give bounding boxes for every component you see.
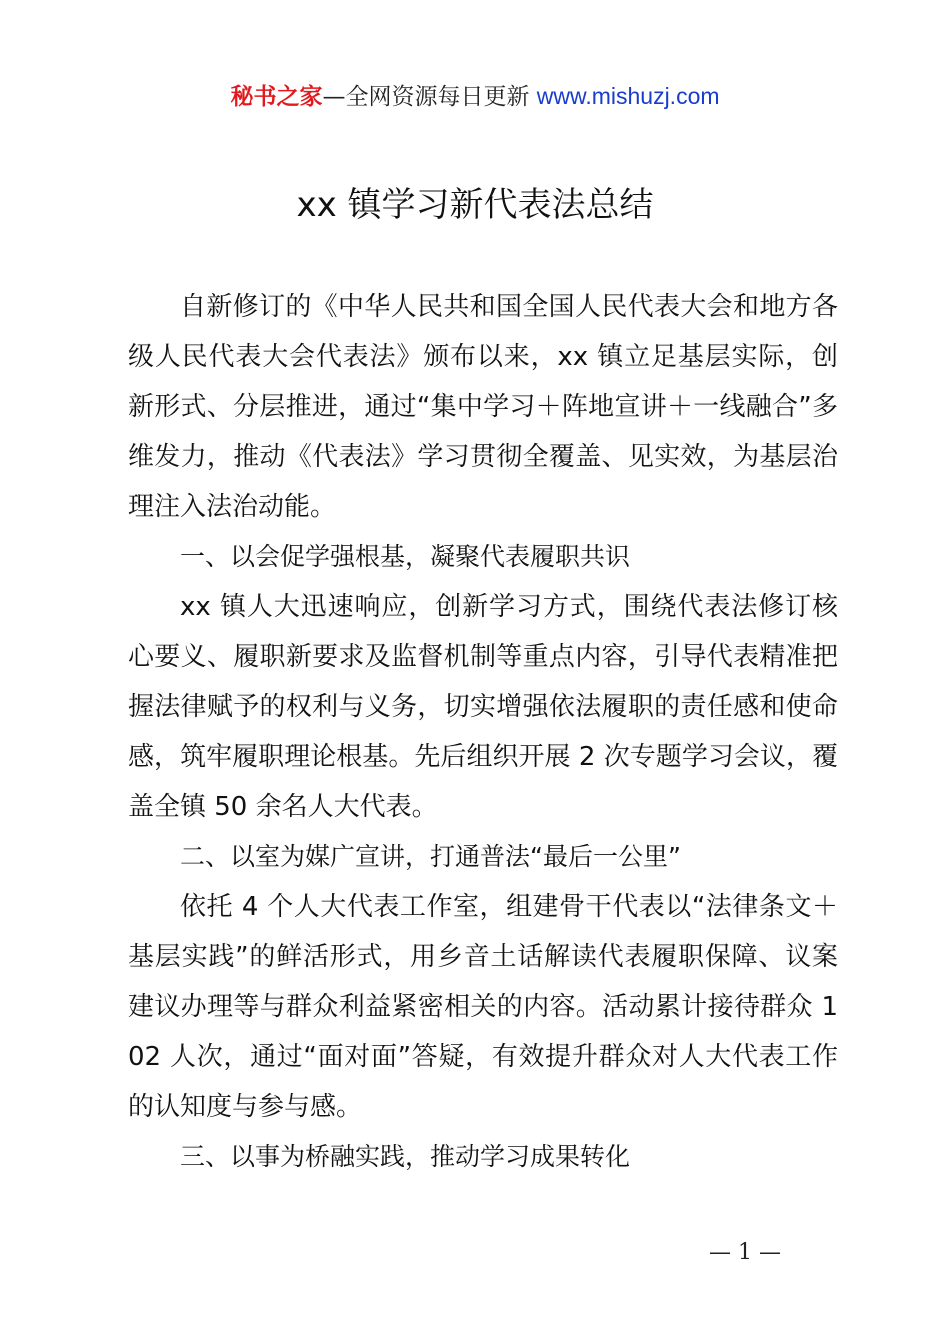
section-heading-3: 三、以事为桥融实践，推动学习成果转化 bbox=[180, 1142, 631, 1171]
header-banner bbox=[0, 80, 950, 113]
page-number: — 1 — bbox=[709, 1240, 781, 1265]
section-heading-2: 二、以室为媒广宣讲，打通普法“最后一公里” bbox=[180, 842, 681, 871]
site-url-link[interactable]: www.mishuzj.com bbox=[536, 83, 720, 109]
document-title: xx 镇学习新代表法总结 bbox=[296, 185, 654, 225]
section-1-paragraph: xx 镇人大迅速响应，创新学习方式，围绕代表法修订核心要义、履职新要求及监督机制等重点内容，引导代表精准把握法律赋予的权利与义务，切实增强依法履职的责任感和使命感，筑牢履职理论根基。先后组织开展 2 次专题学习会议，覆盖全镇 50 余名人大代表。 bbox=[128, 592, 838, 822]
section-2-paragraph: 依托 4 个人大代表工作室，组建骨干代表以“法律条文＋基层实践”的鲜活形式，用乡音土话解读代表履职保障、议案建议办理等与群众利益紧密相关的内容。活动累计接待群众 102 人次，通过“面对面”答疑，有效提升群众对人大代表工作的认知度与参与感。 bbox=[128, 892, 838, 1122]
header-tagline: —全网资源每日更新 bbox=[322, 84, 530, 110]
document-body bbox=[128, 282, 838, 1182]
intro-paragraph: 自新修订的《中华人民共和国全国人民代表大会和地方各级人民代表大会代表法》颁布以来，xx 镇立足基层实际，创新形式、分层推进，通过“集中学习＋阵地宣讲＋一线融合”多维发力，推动《代表法》学习贯彻全覆盖、见实效，为基层治理注入法治动能。 bbox=[128, 292, 838, 522]
section-heading-1: 一、以会促学强根基，凝聚代表履职共识 bbox=[180, 542, 631, 571]
brand-name: 秘书之家 bbox=[230, 84, 323, 110]
